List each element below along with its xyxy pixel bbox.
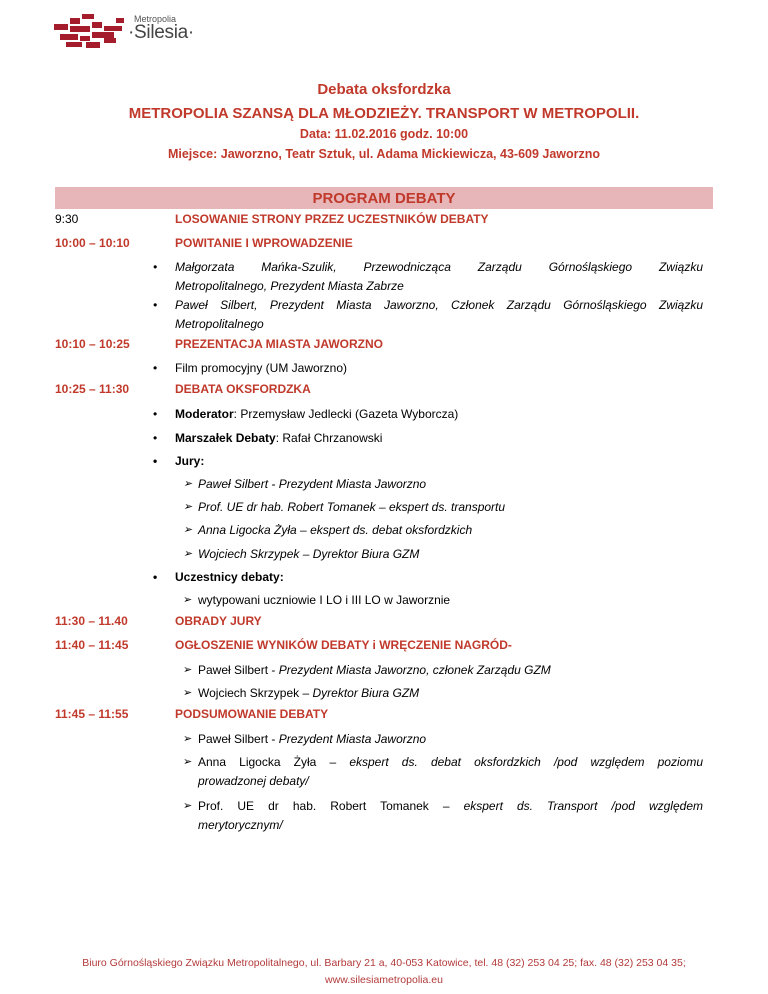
award-item: ➢ Wojciech Skrzypek – Dyrektor Biura GZM bbox=[198, 684, 703, 703]
list-item: • Moderator: Przemysław Jedlecki (Gazeta Wyborcza) bbox=[175, 405, 703, 424]
footer-website: www.silesiametropolia.eu bbox=[325, 974, 443, 986]
jury-item: ➢ Anna Ligocka Żyła – ekspert ds. debat oksfordzkich bbox=[198, 521, 703, 540]
program-title-band: PROGRAM DEBATY bbox=[55, 187, 713, 209]
summary-item: ➢ Anna Ligocka Żyła – ekspert ds. debat oksfordzkich /pod względem poziomu prowadzonej debaty/ bbox=[198, 753, 703, 791]
list-item: • Marszałek Debaty: Rafał Chrzanowski bbox=[175, 429, 703, 448]
jury-item: ➢ Prof. UE dr hab. Robert Tomanek – ekspert ds. transportu bbox=[198, 498, 703, 517]
summary-item: ➢ Prof. UE dr hab. Robert Tomanek – ekspert ds. Transport /pod względem merytorycznym/ bbox=[198, 797, 703, 835]
participants-item: ➢ wytypowani uczniowie I LO i III LO w Jaworznie bbox=[198, 591, 703, 610]
section-title-s3: PREZENTACJA MIASTA JAWORZNO bbox=[175, 337, 384, 351]
list-item: • Uczestnicy debaty: bbox=[175, 568, 703, 587]
metropolia-silesia-logo bbox=[54, 14, 194, 50]
summary-item: ➢ Paweł Silbert - Prezydent Miasta Jaworzno bbox=[198, 730, 703, 749]
jury-item: ➢ Wojciech Skrzypek – Dyrektor Biura GZM bbox=[198, 545, 703, 564]
time-s1: 9:30 bbox=[55, 212, 79, 226]
section-title-s6: OGŁOSZENIE WYNIKÓW DEBATY i WRĘCZENIE NAGRÓD- bbox=[175, 638, 512, 652]
section-title-s7: PODSUMOWANIE DEBATY bbox=[175, 707, 329, 721]
event-date: Data: 11.02.2016 godz. 10:00 bbox=[299, 127, 469, 141]
time-s6: 11:40 – 11:45 bbox=[55, 638, 129, 652]
document-subtitle: Debata oksfordzka bbox=[317, 81, 451, 98]
jury-item: ➢ Paweł Silbert - Prezydent Miasta Jaworzno bbox=[198, 475, 703, 494]
award-item: ➢ Paweł Silbert - Prezydent Miasta Jaworzno, członek Zarządu GZM bbox=[198, 661, 703, 680]
footer-address: Biuro Górnośląskiego Związku Metropolitalnego, ul. Barbary 21 a, 40-053 Katowice, tel. 48 (32) 253 04 25; fax. 48 (32) 253 04 35; bbox=[82, 957, 686, 969]
time-s2: 10:00 – 10:10 bbox=[55, 236, 130, 250]
list-item: • Jury: bbox=[175, 452, 703, 471]
time-s7: 11:45 – 11:55 bbox=[55, 707, 129, 721]
list-item: • Film promocyjny (UM Jaworzno) bbox=[175, 359, 703, 378]
section-title-s5: OBRADY JURY bbox=[175, 614, 262, 628]
section-title-s4: DEBATA OKSFORDZKA bbox=[175, 382, 311, 396]
list-item: • Paweł Silbert, Prezydent Miasta Jaworzno, Członek Zarządu Górnośląskiego Związku Metropolitalnego bbox=[175, 296, 703, 334]
time-s5: 11:30 – 11.40 bbox=[55, 614, 128, 628]
logo-main-text: ·Silesia· bbox=[128, 22, 194, 43]
section-title-s2: POWITANIE I WPROWADZENIE bbox=[175, 236, 353, 250]
logo-top-text: Metropolia bbox=[134, 14, 177, 24]
document-title: METROPOLIA SZANSĄ DLA MŁODZIEŻY. TRANSPORT W METROPOLII. bbox=[128, 105, 640, 122]
list-item: • Małgorzata Mańka-Szulik, Przewodnicząca Zarządu Górnośląskiego Związku Metropolitalnego, Prezydent Miasta Zabrze bbox=[175, 258, 703, 296]
section-title-s1: LOSOWANIE STRONY PRZEZ UCZESTNIKÓW DEBATY bbox=[175, 212, 489, 226]
event-location: Miejsce: Jaworzno, Teatr Sztuk, ul. Adama Mickiewicza, 43-609 Jaworzno bbox=[167, 147, 601, 161]
time-s4: 10:25 – 11:30 bbox=[55, 382, 130, 396]
time-s3: 10:10 – 10:25 bbox=[55, 337, 130, 351]
